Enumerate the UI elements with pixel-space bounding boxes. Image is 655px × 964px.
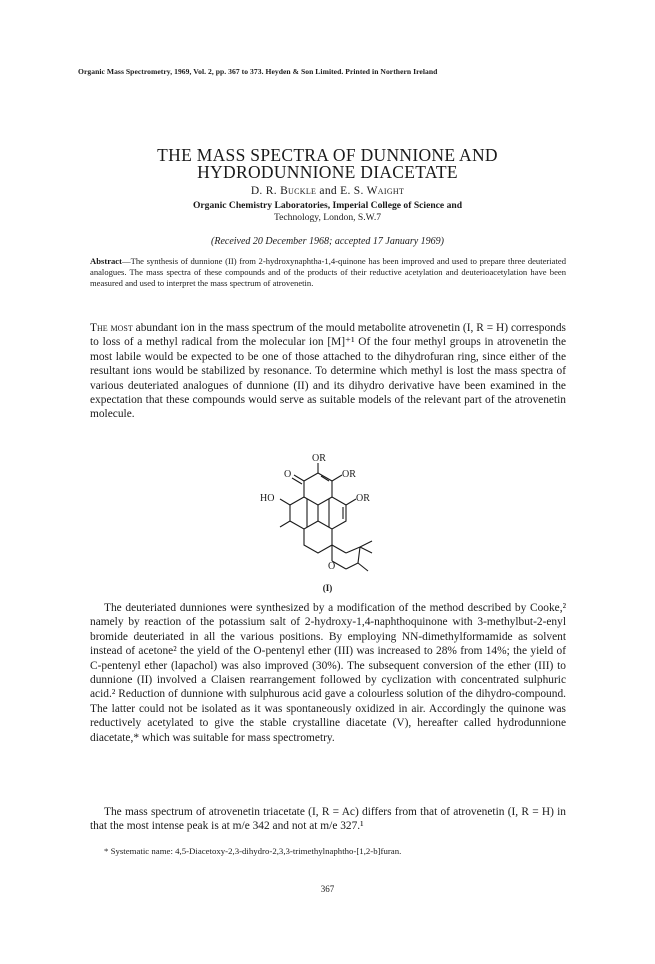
label-ho: HO — [260, 493, 275, 504]
paragraph-1 — [90, 321, 566, 422]
authors-and: and — [319, 185, 337, 197]
methyl-left — [280, 521, 290, 527]
authors — [0, 185, 655, 197]
received-dates: (Received 20 December 1968; accepted 17 January 1969) — [211, 236, 444, 247]
paragraph-1-lead: The most — [90, 322, 133, 334]
ring-bottom — [304, 529, 332, 553]
paragraph-1-text: abundant ion in the mass spectrum of the mould metabolite atrovenetin (I, R = H) corresponds to loss of a methyl radical from the molecular ion [M]⁺¹ Of the four methyl groups in atrovenetin the most labile would be expected to be one of those attached to the dihydrofuran ring, since either of the resultant ions would be stabilized by resonance. To determine which methyl is lost the mass spectra of various deuteriated analogues of dunnione (II) and its dihydro derivative have been examined in the expectation that these compounds would serve as suitable models of the relevant part of the atrovenetin molecule. — [90, 322, 566, 421]
paper-title — [0, 147, 655, 181]
paragraph-2: The deuteriated dunniones were synthesized by a modification of the method described by Cooke,² namely by reaction of the potassium salt of 2-hydroxy-1,4-naphthoquinone with 3-methylbut-2-enyl bromide deuteriated in all the various positions. By employing NN-dimethylformamide as solvent instead of acetone² the yield of the O-pentenyl ether (III) was increased to 28% from 14%; the yield of C-pentenyl ether (lapachol) was also improved (30%). The subsequent conversion of the ether (III) to dunnione (II) involved a Claisen rearrangement followed by cyclization with concentrated sulphuric acid.² Reduction of dunnione with sulphurous acid gave a colourless solution of the dihydro-compound. The latter could not be isolated as it was spontaneously oxidized in air. Accordingly the quinone was reductively acetylated to give the stable crystalline diacetate (V), hereafter called hydrodunnione diacetate,* which was suitable for mass spectrometry. — [90, 602, 566, 744]
furan-1 — [332, 545, 346, 553]
label-carbonyl-o: O — [284, 469, 292, 480]
furan-2 — [346, 547, 360, 553]
title-line-2: HYDRODUNNIONE DIACETATE — [197, 162, 458, 182]
ring-top — [304, 473, 332, 505]
ring-left — [290, 497, 318, 529]
footnote: * Systematic name: 4,5-Diacetoxy-2,3-dihydro-2,3,3-trimethylnaphtho-[1,2-b]furan. — [104, 846, 402, 856]
or-mid-bond — [346, 499, 356, 505]
gem-methyl-2 — [360, 547, 372, 553]
furan-4 — [346, 563, 358, 569]
label-ring-o: O — [328, 561, 336, 572]
page-number: 367 — [320, 884, 335, 894]
paragraph-3: The mass spectrum of atrovenetin triacetate (I, R = Ac) differs from that of atrovenetin (I, R = H) in that the most intense peak is at m/e 342 and not at m/e 327.¹ — [90, 806, 566, 833]
or-right-bond — [332, 475, 342, 481]
structure-bonds — [280, 463, 372, 571]
title-line-1: THE MASS SPECTRA OF DUNNIONE AND — [157, 145, 498, 165]
ho-bond — [280, 499, 290, 505]
abstract-text: —The synthesis of dunnione (II) from 2-hydroxynaphtha-1,4-quinone has been improved and used to prepare three deuteriated analogues. The mass spectra of these compounds and of the products of their reductive acetylation and deuterioacetylation have been measured and used to interpret the mass spectrum of atrovenetin. — [90, 256, 566, 288]
label-or-top: OR — [312, 453, 326, 464]
label-or-right: OR — [342, 469, 356, 480]
affiliation — [0, 200, 655, 224]
author-2: E. S. Waight — [340, 185, 405, 197]
affiliation-line-1: Organic Chemistry Laboratories, Imperial College of Science and — [192, 200, 463, 211]
author-1: D. R. Buckle — [250, 185, 317, 197]
label-or-mid: OR — [356, 493, 370, 504]
affiliation-line-2: Technology, London, S.W.7 — [273, 212, 382, 223]
structure-labels — [260, 453, 370, 572]
compound-label: (I) — [322, 583, 333, 593]
abstract-label: Abstract — [90, 256, 122, 266]
furan-methyl — [358, 563, 368, 571]
gem-methyl-1 — [360, 541, 372, 547]
journal-header: Organic Mass Spectrometry, 1969, Vol. 2, pp. 367 to 373. Heyden & Son Limited. Printed in Northern Ireland — [78, 67, 438, 76]
furan-3 — [358, 547, 360, 563]
abstract — [90, 256, 566, 289]
ring-right — [318, 497, 346, 529]
atrovenetin-structure — [228, 451, 428, 599]
